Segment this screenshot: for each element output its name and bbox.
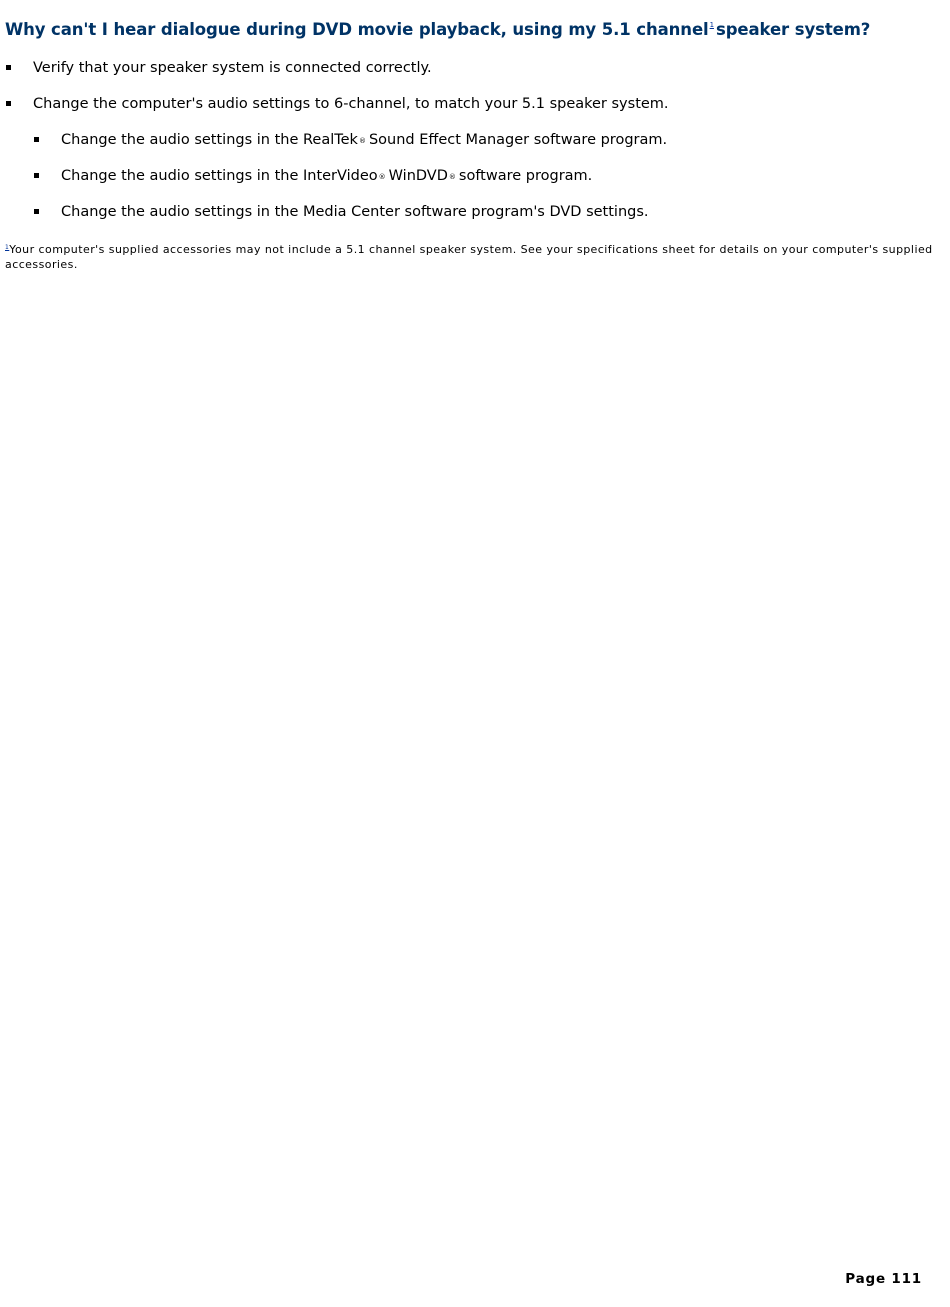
page-number: Page 111 <box>845 1271 922 1287</box>
list-item-text: Change the computer's audio settings to 6-channel, to match your 5.1 speaker system. <box>33 96 669 112</box>
page-title <box>5 20 870 39</box>
registered-mark: ® <box>378 173 386 181</box>
list-item <box>33 59 432 77</box>
list-item <box>33 95 669 113</box>
sub-list-item-text-end: software program. <box>458 168 593 184</box>
sub-list-item-text: Change the audio settings in the RealTek <box>61 132 358 148</box>
footnote-reference-link[interactable]: 1 <box>709 21 714 29</box>
sub-list-item-text-end: Sound Effect Manager software program. <box>368 132 668 148</box>
registered-mark: ® <box>358 137 366 145</box>
registered-mark: ® <box>448 173 456 181</box>
bullet-icon <box>34 173 39 178</box>
sub-list-item-text: Change the audio settings in the InterVideo <box>61 168 378 184</box>
sub-list-item <box>61 203 649 221</box>
footnote-anchor-link[interactable]: 1 <box>5 244 10 251</box>
list-item-text: Verify that your speaker system is connected correctly. <box>33 60 432 76</box>
bullet-icon <box>34 137 39 142</box>
bullet-icon <box>34 209 39 214</box>
sub-list-item-product: WinDVD <box>388 168 448 184</box>
sub-list-item <box>61 167 592 186</box>
page-title-text: Why can't I hear dialogue during DVD movie playback, using my 5.1 channel <box>5 20 709 39</box>
sub-list-item-text: Change the audio settings in the Media Center software program's DVD settings. <box>61 204 649 220</box>
sub-list-item <box>61 131 667 150</box>
page-title-text-end: speaker system? <box>715 20 871 39</box>
bullet-icon <box>6 65 11 70</box>
footnote-text: Your computer's supplied accessories may not include a 5.1 channel speaker system. See your specifications sheet for details on your computer's supplied accessories. <box>5 243 933 271</box>
footnote <box>5 241 935 272</box>
bullet-icon <box>6 101 11 106</box>
